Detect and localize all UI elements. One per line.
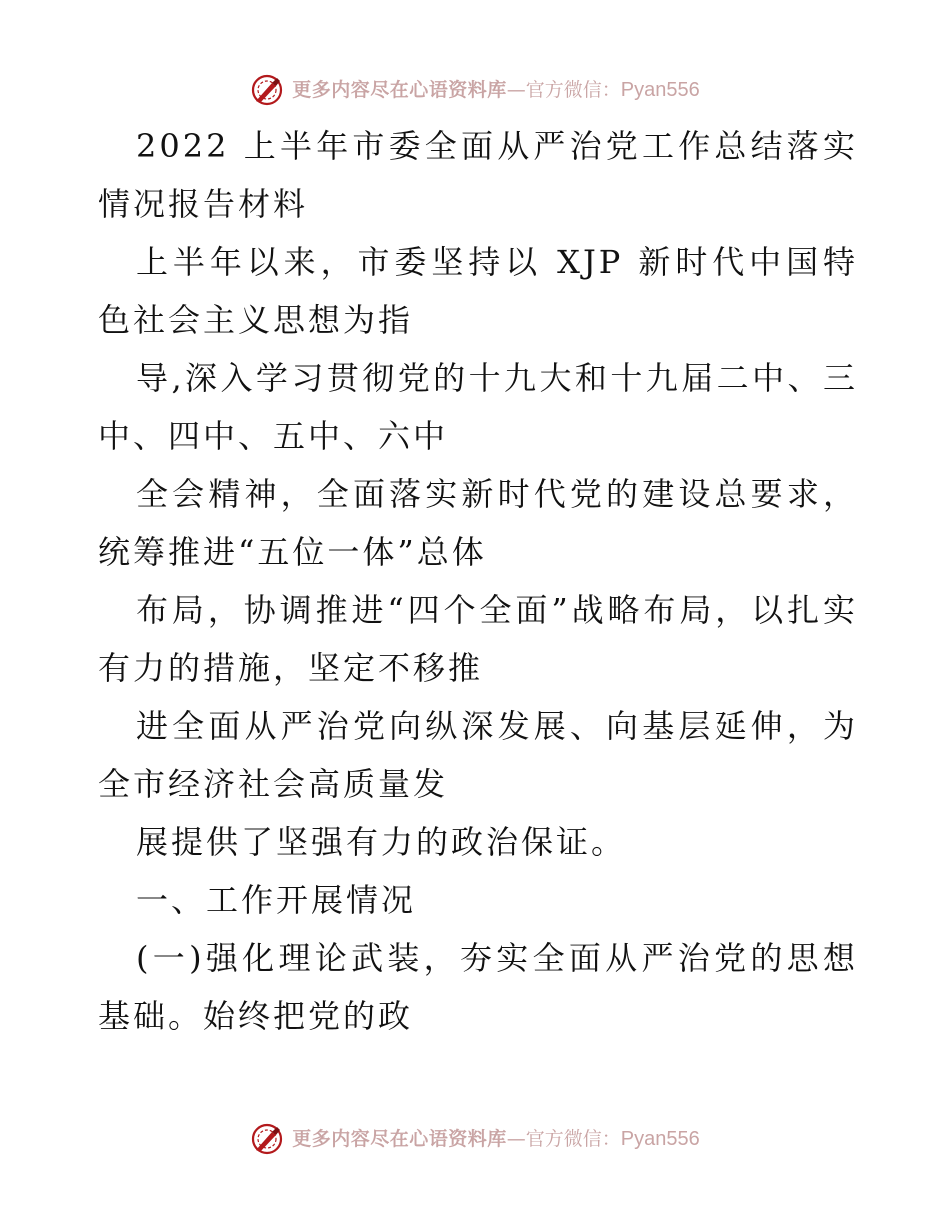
header-banner-text [292,80,700,100]
footer-banner-dash: — [506,1128,526,1150]
header-banner-dash: — [506,79,526,101]
paragraph-4: 布局，协调推进“四个全面”战略布局，以扎实有力的措施，坚定不移推 [98,591,858,687]
subsection-heading-1: (一)强化理论武装，夯实全面从严治党的思想基础。始终把党的政 [98,939,858,1035]
paragraph-5: 进全面从严治党向纵深发展、向基层延伸，为全市经济社会高质量发 [98,707,858,803]
footer-banner-sub: 官方微信： [525,1128,621,1150]
footer-banner-main: 更多内容尽在心语资料库 [292,1128,507,1150]
footer-banner-wechat-id: Pyan556 [620,1128,700,1150]
header-banner-main: 更多内容尽在心语资料库 [292,79,507,101]
header-banner [0,68,950,112]
paragraph-6: 展提供了坚强有力的政治保证。 [136,823,627,861]
document-body [98,117,858,1045]
paragraph-1: 上半年以来，市委坚持以 XJP 新时代中国特色社会主义思想为指 [98,243,858,339]
footer-banner-text [292,1129,700,1149]
paragraph-3: 全会精神，全面落实新时代党的建设总要求，统筹推进“五位一体”总体 [98,475,858,571]
header-banner-wechat-id: Pyan556 [620,79,700,101]
header-banner-sub: 官方微信： [525,79,621,101]
pen-logo-icon [250,1122,284,1156]
paragraph-2: 导,深入学习贯彻党的十九大和十九届二中、三中、四中、五中、六中 [98,359,858,455]
section-heading-1: 一、工作开展情况 [136,881,417,919]
footer-banner [0,1117,950,1161]
document-title: 2022 上半年市委全面从严治党工作总结落实情况报告材料 [98,127,858,223]
pen-logo-icon [250,73,284,107]
